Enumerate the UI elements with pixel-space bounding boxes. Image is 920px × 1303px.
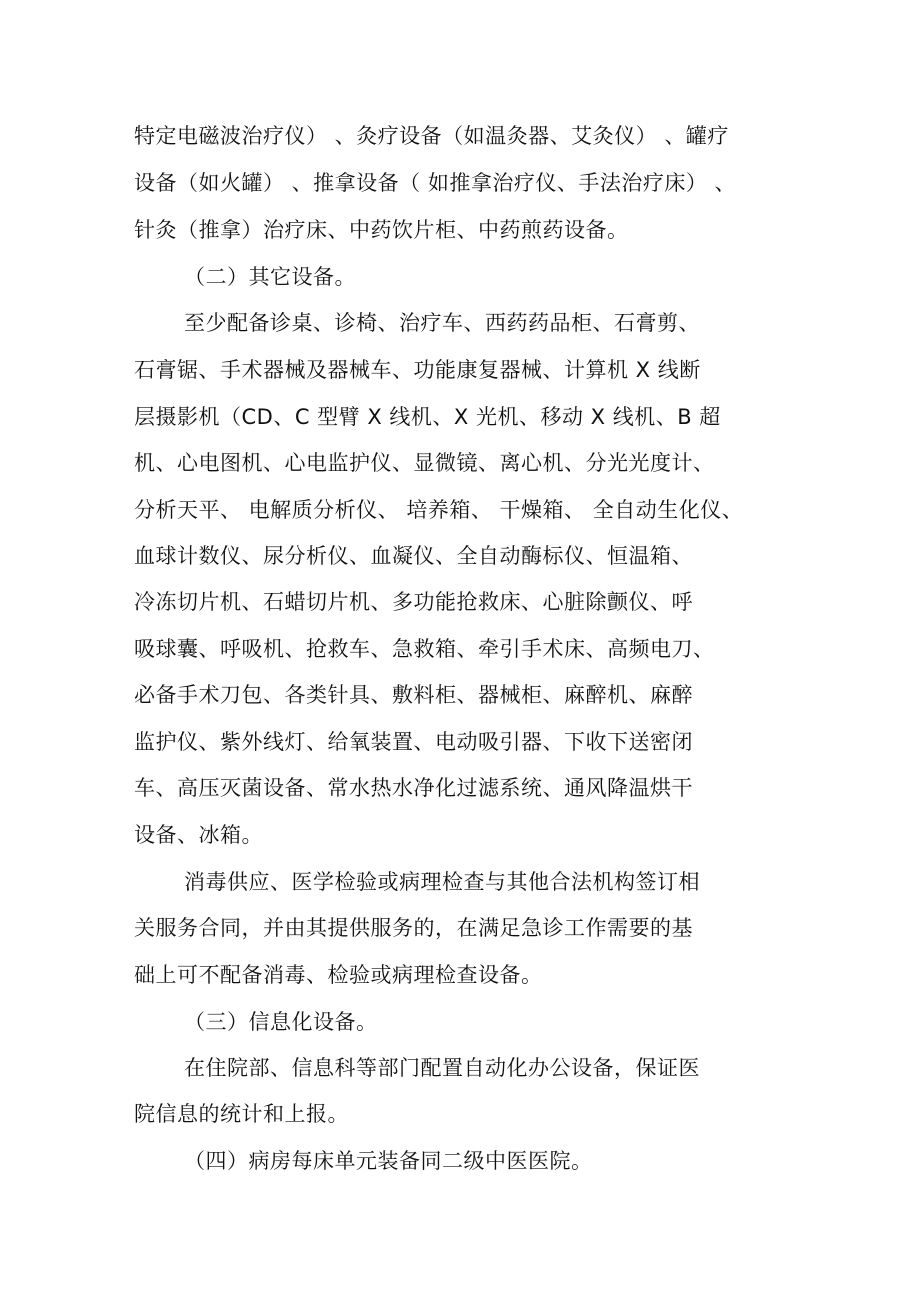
paragraph-line: 础上可不配备消毒、检验或病理检查设备。 <box>134 963 543 987</box>
paragraph-line: 关服务合同，并由其提供服务的，在满足急诊工作需要的基 <box>134 916 693 940</box>
paragraph-line: 机、心电图机、心电监护仪、显微镜、离心机、分光光度计、 <box>134 451 715 475</box>
paragraph-line: 层摄影机（CD、C 型臂 X 线机、X 光机、移动 X 线机、B 超 <box>134 405 721 429</box>
section-heading: （二）其它设备。 <box>184 265 356 289</box>
paragraph-line: 吸球囊、呼吸机、抢救车、急救箱、牵引手术床、高频电刀、 <box>134 637 715 661</box>
paragraph-line: 至少配备诊桌、诊椅、治疗车、西药药品柜、石膏剪、 <box>184 311 700 335</box>
paragraph-line: 在住院部、信息科等部门配置自动化办公设备，保证医 <box>184 1056 700 1080</box>
paragraph-line: 特定电磁波治疗仪） 、灸疗设备（如温灸器、艾灸仪） 、罐疗 <box>134 124 729 148</box>
section-heading: （三）信息化设备。 <box>184 1010 378 1034</box>
section-heading: （四）病房每床单元装备同二级中医医院。 <box>184 1149 593 1173</box>
paragraph-line: 必备手术刀包、各类针具、敷料柜、器械柜、麻醉机、麻醉 <box>134 683 693 707</box>
paragraph-line: 车、高压灭菌设备、常水热水净化过滤系统、通风降温烘干 <box>134 776 693 800</box>
paragraph-line: 石膏锯、手术器械及器械车、功能康复器械、计算机 X 线断 <box>134 358 701 382</box>
paragraph-line: 分析天平、 电解质分析仪、 培养箱、 干燥箱、 全自动生化仪、 <box>134 498 744 522</box>
paragraph-line: 冷冻切片机、石蜡切片机、多功能抢救床、心脏除颤仪、呼 <box>134 590 693 614</box>
paragraph-line: 院信息的统计和上报。 <box>134 1102 349 1126</box>
paragraph-line: 设备、冰箱。 <box>134 823 263 847</box>
paragraph-line: 消毒供应、医学检验或病理检查与其他合法机构签订相 <box>184 870 700 894</box>
paragraph-line: 设备（如火罐） 、推拿设备（ 如推拿治疗仪、手法治疗床） 、 <box>134 171 737 195</box>
paragraph-line: 监护仪、紫外线灯、给氧装置、电动吸引器、下收下送密闭 <box>134 730 693 754</box>
paragraph-line: 针灸（推拿）治疗床、中药饮片柜、中药煎药设备。 <box>134 218 629 242</box>
paragraph-line: 血球计数仪、尿分析仪、血凝仪、全自动酶标仪、恒温箱、 <box>134 544 693 568</box>
